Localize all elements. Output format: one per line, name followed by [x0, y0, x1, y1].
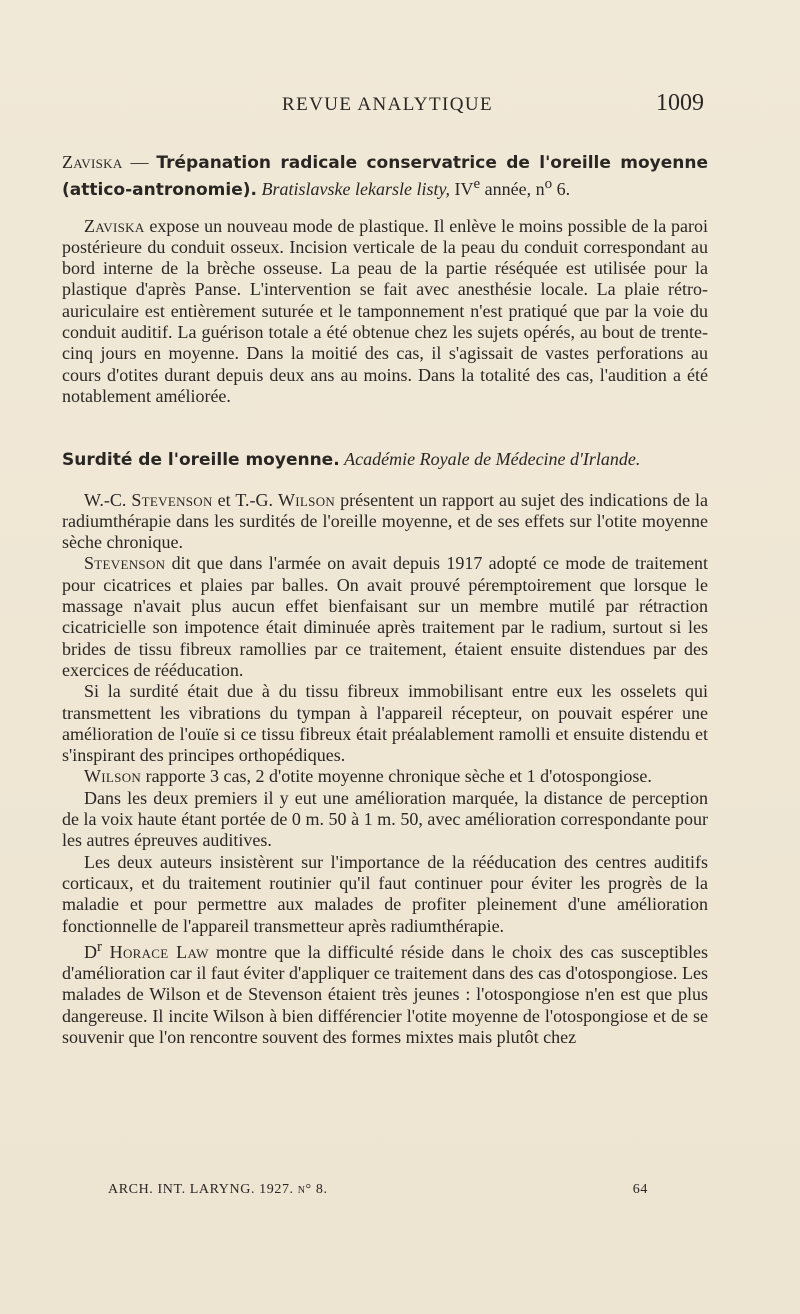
article-heading — [62, 152, 708, 202]
page-footer — [108, 1182, 648, 1198]
article-zaviska — [62, 152, 708, 407]
signature-mark: 64 — [632, 1182, 648, 1197]
author-name: Wilson — [278, 489, 336, 510]
dash: — — [122, 152, 157, 172]
paragraph: Stevenson dit que dans l'armée on avait depuis 1917 adopté ce mode de traitement pour cicatrices et plaies par balles. On avait prouvé péremptoirement que lorsque le massage n'avait plus aucun effet bienfaisant sur un membre mutilé par rétraction cicatricielle son impotence était diminuée après traitement par le radium, surtout si les brides de tissu fibreux ramollies par ce traitement, étaient ensuite distendues par des exercices de rééducation. — [62, 553, 708, 680]
page-content — [62, 152, 708, 1048]
paragraph: Zaviska expose un nouveau mode de plastique. Il enlève le moins possible de la paroi postérieure du conduit osseux. Incision verticale de la peau du conduit correspondant au bord interne de la brèche osseuse. La peau de la partie réséquée est utilisée pour la plastique d'après Panse. L'intervention se fait avec anesthésie locale. La plaie rétro-auriculaire est entièrement suturée et le tamponnement n'est pratiqué que par la voie du conduit auditif. La guérison totale a été obtenue chez les sujets opérés, au bout de trente-cinq jours en moyenne. Dans la moitié des cas, il s'agissait de vastes perforations au cours d'otites durant depuis deux ans au moins. Dans la totalité des cas, l'audition a été notablement améliorée. — [62, 215, 708, 406]
author-name: Wilson — [84, 766, 142, 787]
paragraph: Les deux auteurs insistèrent sur l'importance de la rééducation des centres auditifs corticaux, et du traitement routinier qu'il faut continuer pour éviter les progrès de la maladie et pour permettre aux malades de profiter pleinement d'une amélioration fonctionnelle de l'appareil transmetteur après radiumthérapie. — [62, 851, 708, 936]
number-superscript: o — [544, 176, 553, 193]
paragraph: Dans les deux premiers il y eut une amélioration marquée, la distance de perception de la voix haute étant portée de 0 m. 50 à 1 m. 50, avec amélioration correspondante pour les autres épreuves auditives. — [62, 787, 708, 851]
paragraph: W.-C. Stevenson et T.-G. Wilson présentent un rapport au sujet des indications de la radiumthérapie dans les surdités de l'oreille moyenne, et de ses effets sur l'otite moyenne sèche chronique. — [62, 489, 708, 553]
year-text: année, n — [480, 179, 545, 200]
author-name: Stevenson — [84, 553, 166, 574]
volume-number: IV — [454, 179, 474, 200]
journal-name: Bratislavske lekarsle listy, — [261, 179, 450, 200]
volume-superscript: e — [473, 176, 481, 193]
paragraph: $D^r$ Horace Law montre que la difficulté réside dans le choix des cas susceptibles d'amélioration car il faut éviter d'appliquer ce traitement dans des cas d'otospongiose. Les malades de Wilson et de Stevenson étaient très jeunes : l'otospongiose n'en est que plus dangereuse. Il incite Wilson à bien différencier l'otite moyenne de l'otospongiose et de se souvenir que l'on rencontre souvent des formes mixtes mais plutôt chez — [62, 938, 708, 1047]
page-number: 1009 — [656, 90, 704, 116]
author-name: Horace Law — [102, 941, 209, 962]
article-surdite — [62, 449, 708, 1048]
article-heading — [62, 449, 708, 471]
header-title: REVUE ANALYTIQUE — [282, 94, 493, 115]
paragraph: Wilson rapporte 3 cas, 2 d'otite moyenne chronique sèche et 1 d'otospongiose. — [84, 766, 652, 787]
source-name: Académie Royale de Médecine d'Irlande. — [344, 449, 641, 470]
article-title: Surdité de l'oreille moyenne. — [62, 450, 340, 471]
author-name: Zaviska — [62, 152, 123, 172]
article-title: Trépanation radicale conservatrice de l'oreille moyenne (attico-antronomie). — [62, 153, 708, 201]
author-name: Stevenson — [131, 489, 213, 510]
author-name: Zaviska — [84, 215, 145, 236]
running-header — [62, 92, 708, 122]
footer-citation: ARCH. INT. LARYNG. 1927. n° 8. — [108, 1182, 328, 1197]
paragraph: Si la surdité était due à du tissu fibreux immobilisant entre eux les osselets qui transmettent les vibrations du tympan à l'appareil récepteur, on pouvait espérer une amélioration de l'ouïe si ce tissu fibreux était préalablement ramolli et ensuite distendu et s'inspirant des principes orthopédiques. — [62, 681, 708, 766]
issue-number: 6. — [552, 179, 571, 200]
